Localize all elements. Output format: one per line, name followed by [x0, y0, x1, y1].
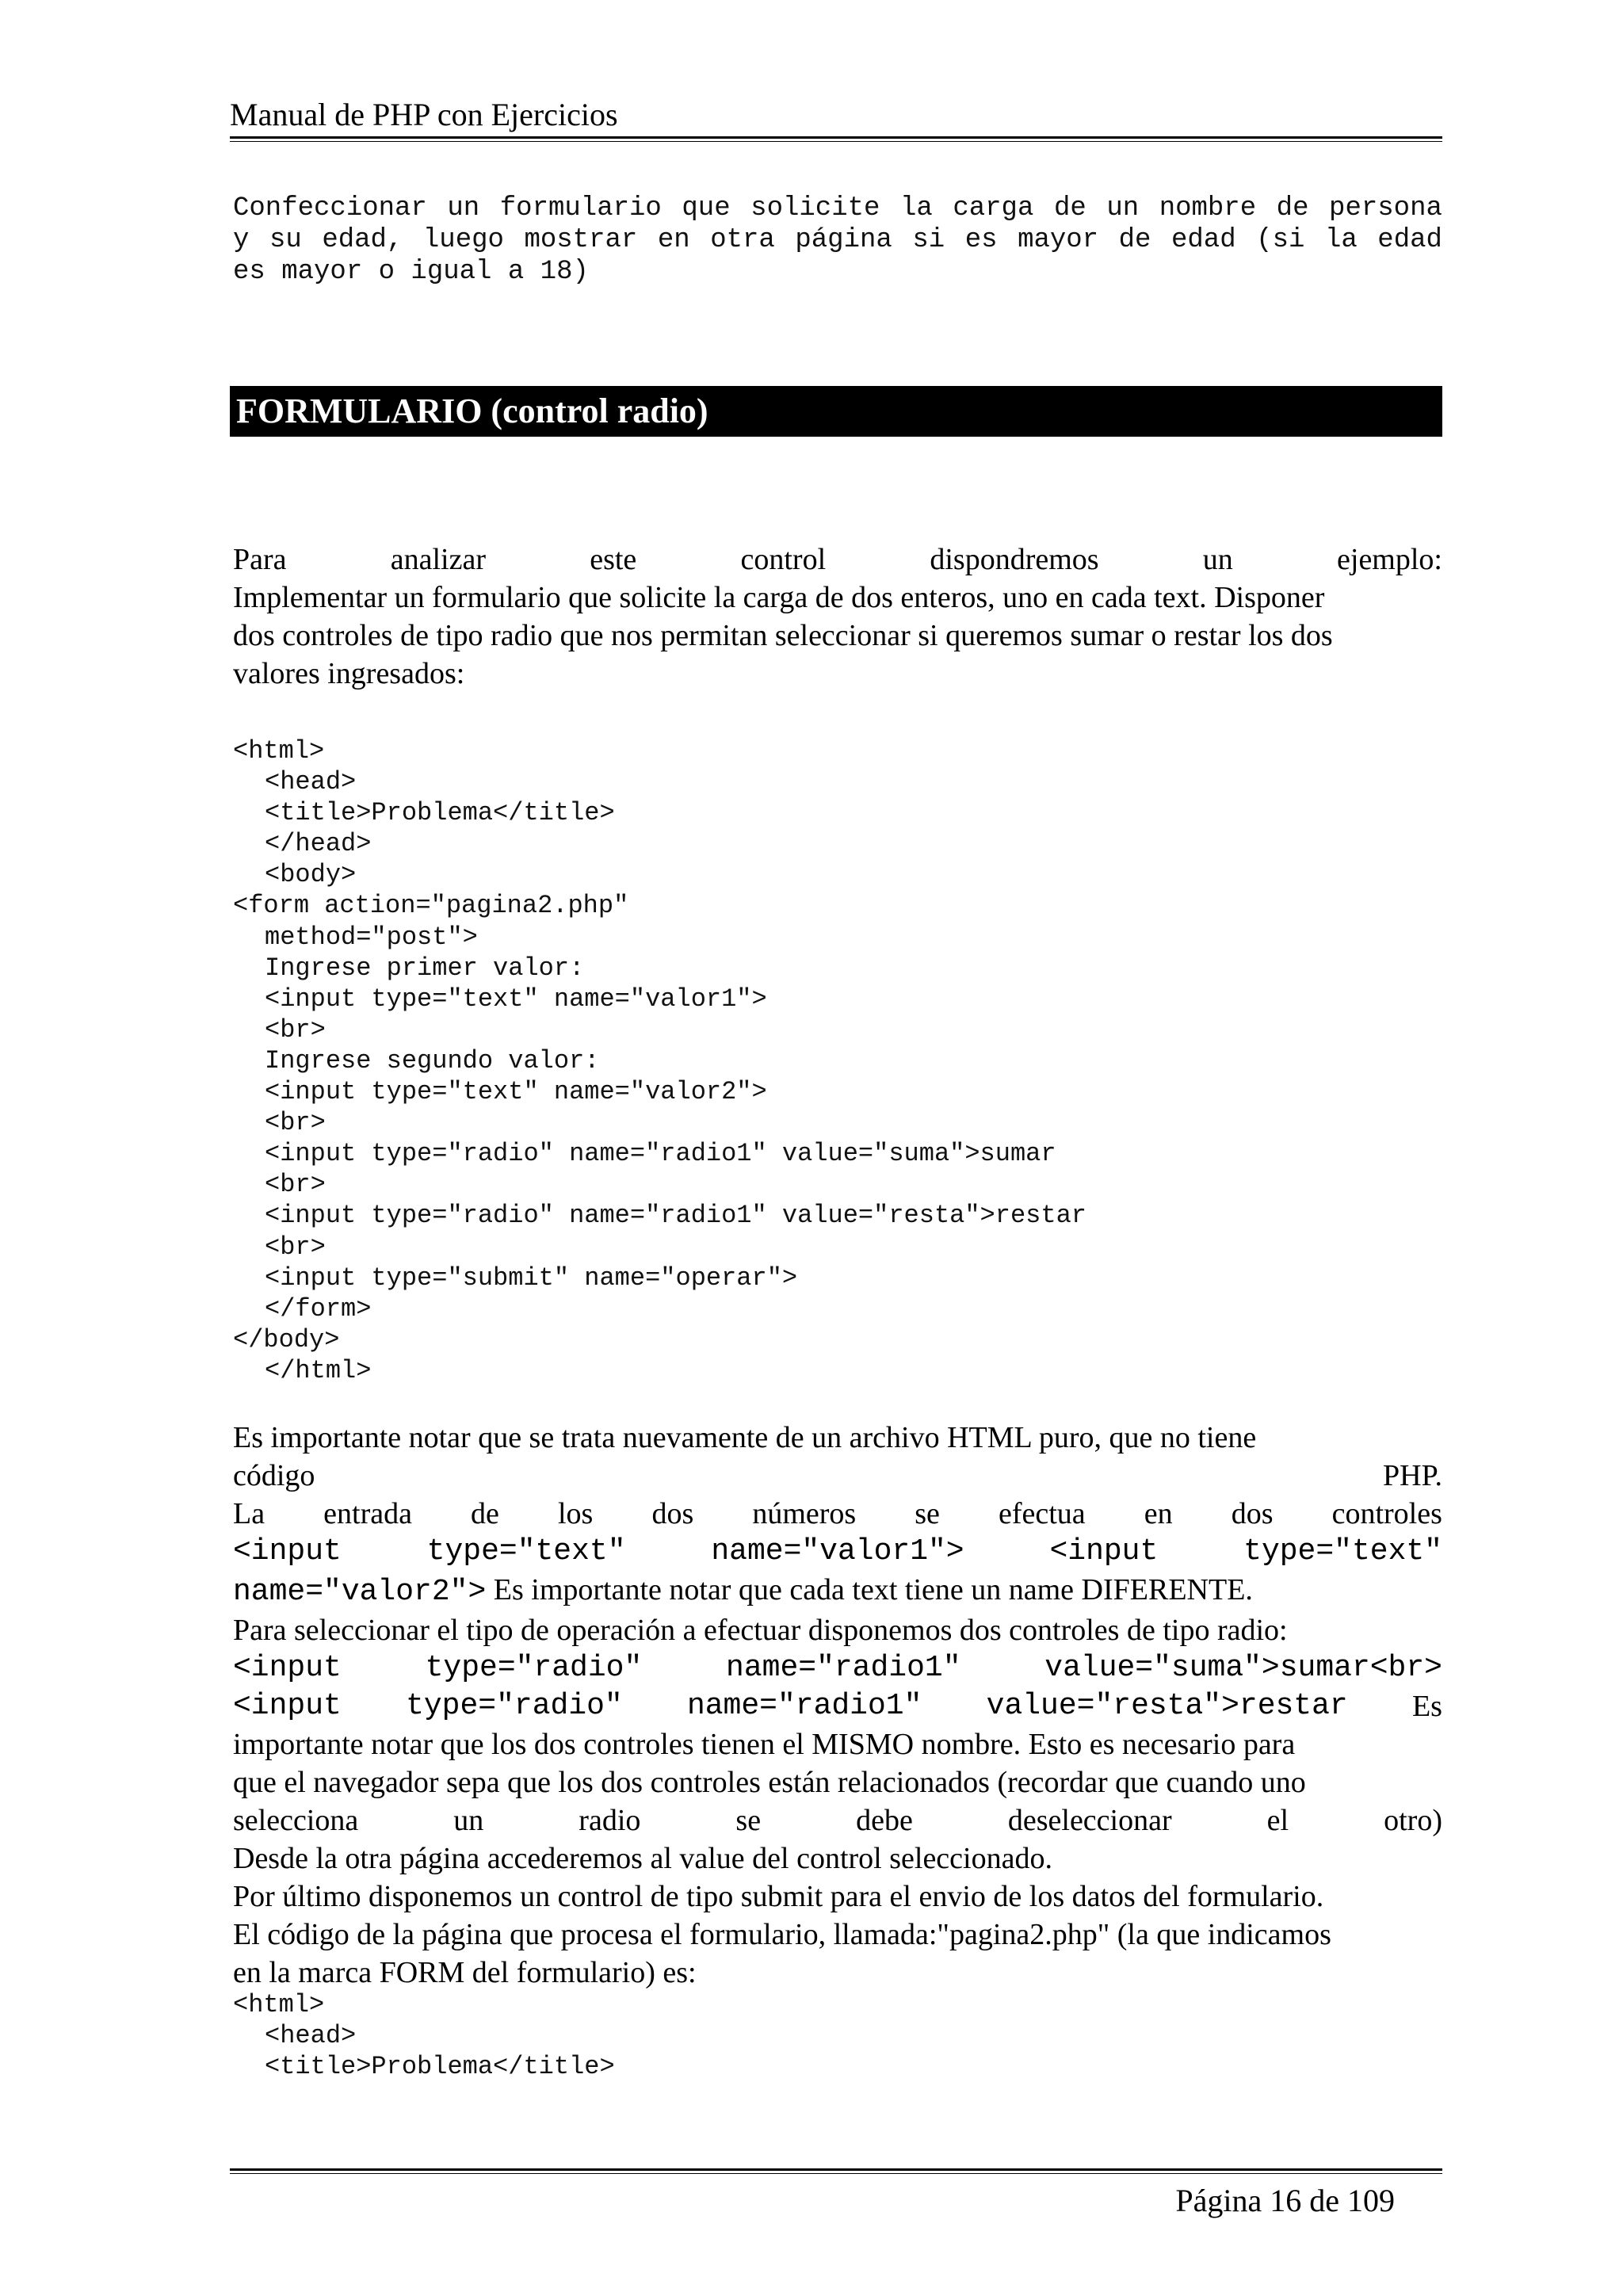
- code-block-form: [233, 735, 1442, 1386]
- code-line: <head>: [265, 2021, 357, 2051]
- paragraph-line: en la marca FORM del formulario) es:: [233, 1956, 697, 1989]
- paragraph-line: importante notar que los dos controles tienen el MISMO nombre. Esto es necesario para: [233, 1728, 1296, 1761]
- code-line: <head>: [265, 767, 357, 797]
- paragraph-line: selecciona un radio se debe deseleccionar el otro): [233, 1804, 1442, 1837]
- code-line: Ingrese primer valor:: [265, 953, 585, 983]
- footer-rule: [230, 2168, 1442, 2174]
- paragraph-line: que el navegador sepa que los dos controles están relacionados (recordar que cuando uno: [233, 1766, 1306, 1799]
- code-line: <title>Problema</title>: [265, 798, 615, 828]
- paragraph-line: name="valor2"> Es importante notar que cada text tiene un name DIFERENTE.: [233, 1573, 1253, 1609]
- paragraph-line: Para analizar este control dispondremos un ejemplo:: [233, 543, 1442, 576]
- code-line: <html>: [233, 1990, 325, 2019]
- paragraph-line: El código de la página que procesa el formulario, llamada:"pagina2.php" (la que indicamos: [233, 1918, 1331, 1951]
- header-title: Manual de PHP con Ejercicios: [230, 97, 618, 132]
- document-page: [230, 0, 1442, 2296]
- paragraph-line: <input type="radio" name="radio1" value="resta">restar Es: [233, 1689, 1442, 1723]
- page-number: Página 16 de 109: [1175, 2183, 1395, 2218]
- code-line: <br>: [265, 1170, 326, 1200]
- explanation-paragraph: [233, 1419, 1442, 1992]
- code-line: </form>: [265, 1293, 372, 1324]
- paragraph-line: Para seleccionar el tipo de operación a efectuar disponemos dos controles de tipo radio:: [233, 1614, 1288, 1647]
- paragraph-line: dos controles de tipo radio que nos permitan seleccionar si queremos sumar o restar los dos: [233, 619, 1333, 652]
- section-heading: FORMULARIO (control radio): [236, 392, 708, 430]
- code-line: <br>: [265, 1108, 326, 1138]
- code-line: <body>: [265, 860, 357, 890]
- code-line: </html>: [265, 1355, 372, 1385]
- intro-line-2: y su edad, luego mostrar en otra página si es mayor de edad (si la edad: [233, 225, 1442, 255]
- intro-line-1: Confeccionar un formulario que solicite la carga de un nombre de persona: [233, 193, 1442, 223]
- inline-code-line: <input type="radio" name="radio1" value="suma">sumar<br>: [233, 1651, 1442, 1685]
- inline-code-line: <input type="text" name="valor1"> <input type="text": [233, 1534, 1442, 1568]
- paragraph-line: La entrada de los dos números se efectua en dos controles: [233, 1497, 1442, 1530]
- code-line: </head>: [265, 829, 372, 859]
- section-heading-bar: [230, 386, 1442, 437]
- code-line: <title>Problema</title>: [265, 2052, 615, 2082]
- paragraph-line: Implementar un formulario que solicite la carga de dos enteros, uno en cada text. Disponer: [233, 581, 1325, 614]
- code-line: <input type="radio" name="radio1" value="resta">restar: [265, 1201, 1086, 1231]
- paragraph-line: Desde la otra página accederemos al value del control seleccionado.: [233, 1842, 1052, 1875]
- intro-paragraph: [233, 541, 1442, 693]
- code-line: <input type="submit" name="operar">: [265, 1263, 798, 1293]
- code-line: Ingrese segundo valor:: [265, 1045, 600, 1075]
- code-line: <html>: [233, 736, 325, 766]
- code-line: method="post">: [265, 922, 478, 952]
- code-line: <input type="radio" name="radio1" value="suma">sumar: [265, 1139, 1056, 1169]
- paragraph-line: Es importante notar que se trata nuevamente de un archivo HTML puro, que no tiene: [233, 1421, 1257, 1454]
- code-line: </body>: [233, 1324, 340, 1354]
- paragraph-line: Por último disponemos un control de tipo submit para el envio de los datos del formulario.: [233, 1880, 1324, 1913]
- code-line: <input type="text" name="valor2">: [265, 1077, 767, 1107]
- code-line: <form action="pagina2.php": [233, 891, 629, 921]
- code-line: <input type="text" name="valor1">: [265, 984, 767, 1014]
- code-block-pagina2: [233, 1989, 1442, 2082]
- intro-line-3: es mayor o igual a 18): [233, 257, 589, 287]
- header-rule: [230, 136, 1442, 142]
- paragraph-line: valores ingresados:: [233, 657, 465, 690]
- code-line: <br>: [265, 1014, 326, 1045]
- exercise-statement: [233, 193, 1442, 288]
- code-line: <br>: [265, 1232, 326, 1262]
- paragraph-line: código PHP.: [233, 1459, 1442, 1492]
